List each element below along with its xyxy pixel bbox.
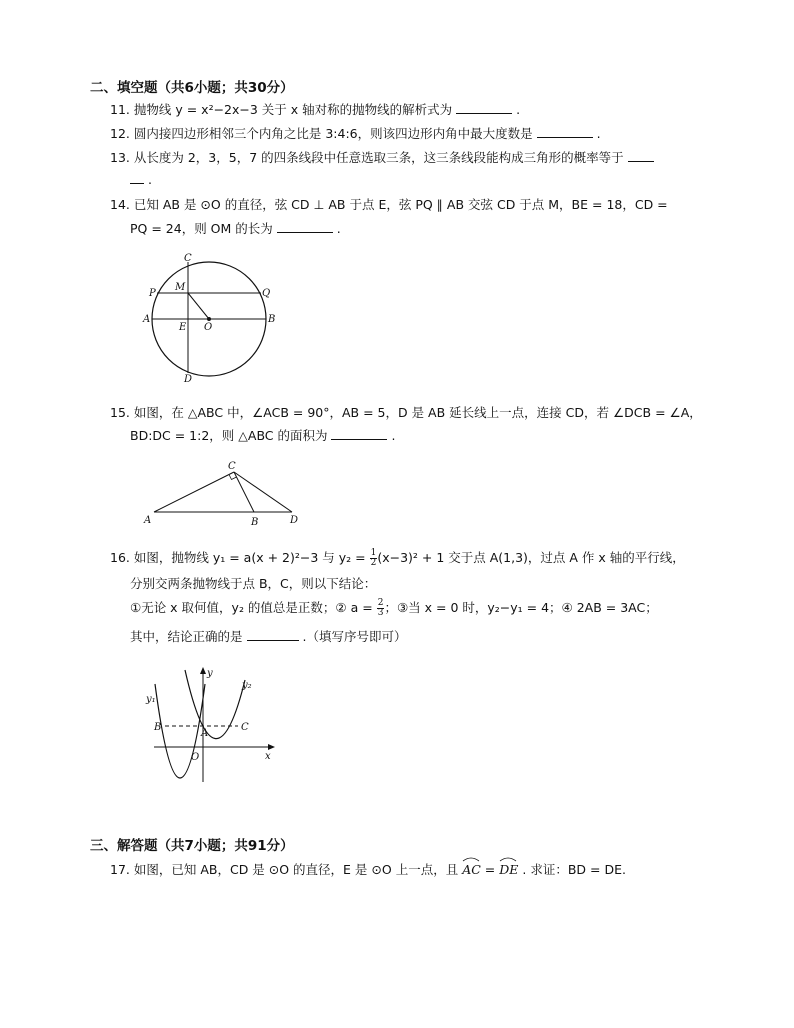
question-number: 11. bbox=[110, 102, 130, 117]
question-11 bbox=[110, 100, 520, 120]
question-13 bbox=[110, 148, 654, 168]
question-14-line2 bbox=[130, 219, 341, 239]
question-16 bbox=[110, 548, 685, 568]
question-number: 12. bbox=[110, 126, 130, 141]
question-text-line3a: ①无论 x 取何值，y₂ 的值总是正数；② a = bbox=[130, 600, 373, 615]
question-text-b: . 求证：BD = DE. bbox=[522, 862, 626, 877]
parabola-figure bbox=[140, 662, 285, 784]
question-number: 17. bbox=[110, 862, 130, 877]
question-16-line4 bbox=[130, 627, 406, 647]
arc-de: DE bbox=[499, 860, 518, 880]
question-text-line1: 已知 AB 是 ⊙O 的直径，弦 CD ⊥ AB 于点 E，弦 PQ ∥ AB 交弦 CD 于点 M，BE = 18，CD = bbox=[133, 197, 668, 212]
answer-blank[interactable] bbox=[247, 627, 299, 641]
question-text-line1a: 如图，抛物线 y₁ = a(x + 2)²−3 与 y₂ = bbox=[133, 550, 366, 565]
label-d: D bbox=[290, 515, 299, 526]
question-text-line1b: (x−3)² + 1 交于点 A(1,3)，过点 A 作 x 轴的平行线， bbox=[377, 550, 685, 565]
question-13-continued bbox=[130, 170, 152, 190]
label-a: A bbox=[201, 728, 209, 739]
triangle-figure bbox=[140, 458, 310, 530]
answer-blank[interactable] bbox=[537, 124, 593, 138]
question-16-line3 bbox=[130, 598, 658, 618]
question-end: . bbox=[336, 221, 341, 236]
question-number: 13. bbox=[110, 150, 130, 165]
equals-sign: = bbox=[484, 862, 496, 877]
label-c: C bbox=[184, 253, 192, 264]
label-d: D bbox=[184, 374, 193, 385]
label-a: A bbox=[143, 314, 151, 325]
question-text-line3b: ；③当 x = 0 时，y₂−y₁ = 4；④ 2AB = 3AC； bbox=[384, 600, 658, 615]
arc-ac: AC bbox=[462, 860, 481, 880]
question-15 bbox=[110, 403, 702, 423]
arc-mark-icon bbox=[499, 856, 517, 862]
label-c: C bbox=[241, 722, 249, 733]
question-number: 16. bbox=[110, 550, 130, 565]
question-text-line2: BD:DC = 1:2，则 △ABC 的面积为 bbox=[130, 428, 328, 443]
section-title-fill-blank: 二、填空题（共6小题；共30分） bbox=[90, 80, 294, 96]
question-12 bbox=[110, 124, 601, 144]
question-text-line2: 分别交两条抛物线于点 B，C，则以下结论： bbox=[130, 576, 377, 591]
question-end: .（填写序号即可） bbox=[302, 629, 407, 644]
answer-blank[interactable] bbox=[628, 148, 654, 162]
question-number: 15. bbox=[110, 405, 130, 420]
label-p: P bbox=[149, 288, 156, 299]
question-text: 从长度为 2，3，5，7 的四条线段中任意选取三条，这三条线段能构成三角形的概率等于 bbox=[133, 150, 624, 165]
question-end: . bbox=[391, 428, 396, 443]
label-e: E bbox=[179, 322, 187, 333]
label-b: B bbox=[154, 722, 162, 733]
question-text-line2: PQ = 24，则 OM 的长为 bbox=[130, 221, 273, 236]
label-y-axis: y bbox=[207, 668, 213, 679]
question-16-line2 bbox=[130, 574, 376, 594]
label-x-axis: x bbox=[265, 751, 271, 762]
answer-blank[interactable] bbox=[331, 426, 387, 440]
fraction-one-half: $\frac{1}{2}$ bbox=[370, 547, 377, 568]
question-text-line1: 如图，在 △ABC 中，∠ACB = 90°，AB = 5，D 是 AB 延长线上一点，连接 CD，若 ∠DCB = ∠A， bbox=[133, 405, 702, 420]
label-m: M bbox=[175, 282, 186, 293]
question-17 bbox=[110, 860, 626, 880]
arc-mark-icon bbox=[462, 856, 480, 862]
question-text: 圆内接四边形相邻三个内角之比是 3:4:6，则该四边形内角中最大度数是 bbox=[133, 126, 533, 141]
question-number: 14. bbox=[110, 197, 130, 212]
label-y2: y₂ bbox=[242, 680, 252, 691]
question-end: . bbox=[516, 102, 521, 117]
label-o: O bbox=[191, 752, 200, 763]
question-end: . bbox=[596, 126, 601, 141]
circle-figure bbox=[140, 250, 280, 385]
question-14 bbox=[110, 195, 668, 215]
question-text-a: 如图，已知 AB，CD 是 ⊙O 的直径，E 是 ⊙O 上一点，且 bbox=[133, 862, 459, 877]
question-text: 抛物线 y = x²−2x−3 关于 x 轴对称的抛物线的解析式为 bbox=[133, 102, 453, 117]
label-b: B bbox=[268, 314, 276, 325]
label-b: B bbox=[251, 517, 259, 528]
fraction-two-thirds: $\frac{2}{3}$ bbox=[377, 597, 384, 618]
answer-blank[interactable] bbox=[456, 100, 512, 114]
label-q: Q bbox=[262, 288, 271, 299]
label-o: O bbox=[204, 322, 213, 333]
question-end: . bbox=[147, 172, 152, 187]
question-15-line2 bbox=[130, 426, 395, 446]
answer-blank[interactable] bbox=[277, 219, 333, 233]
label-c: C bbox=[228, 461, 236, 472]
question-text-line4: 其中，结论正确的是 bbox=[130, 629, 243, 644]
answer-blank-continued[interactable] bbox=[130, 170, 144, 184]
label-a: A bbox=[144, 515, 152, 526]
section-title-solve: 三、解答题（共7小题；共91分） bbox=[90, 838, 294, 854]
label-y1: y₁ bbox=[146, 694, 156, 705]
